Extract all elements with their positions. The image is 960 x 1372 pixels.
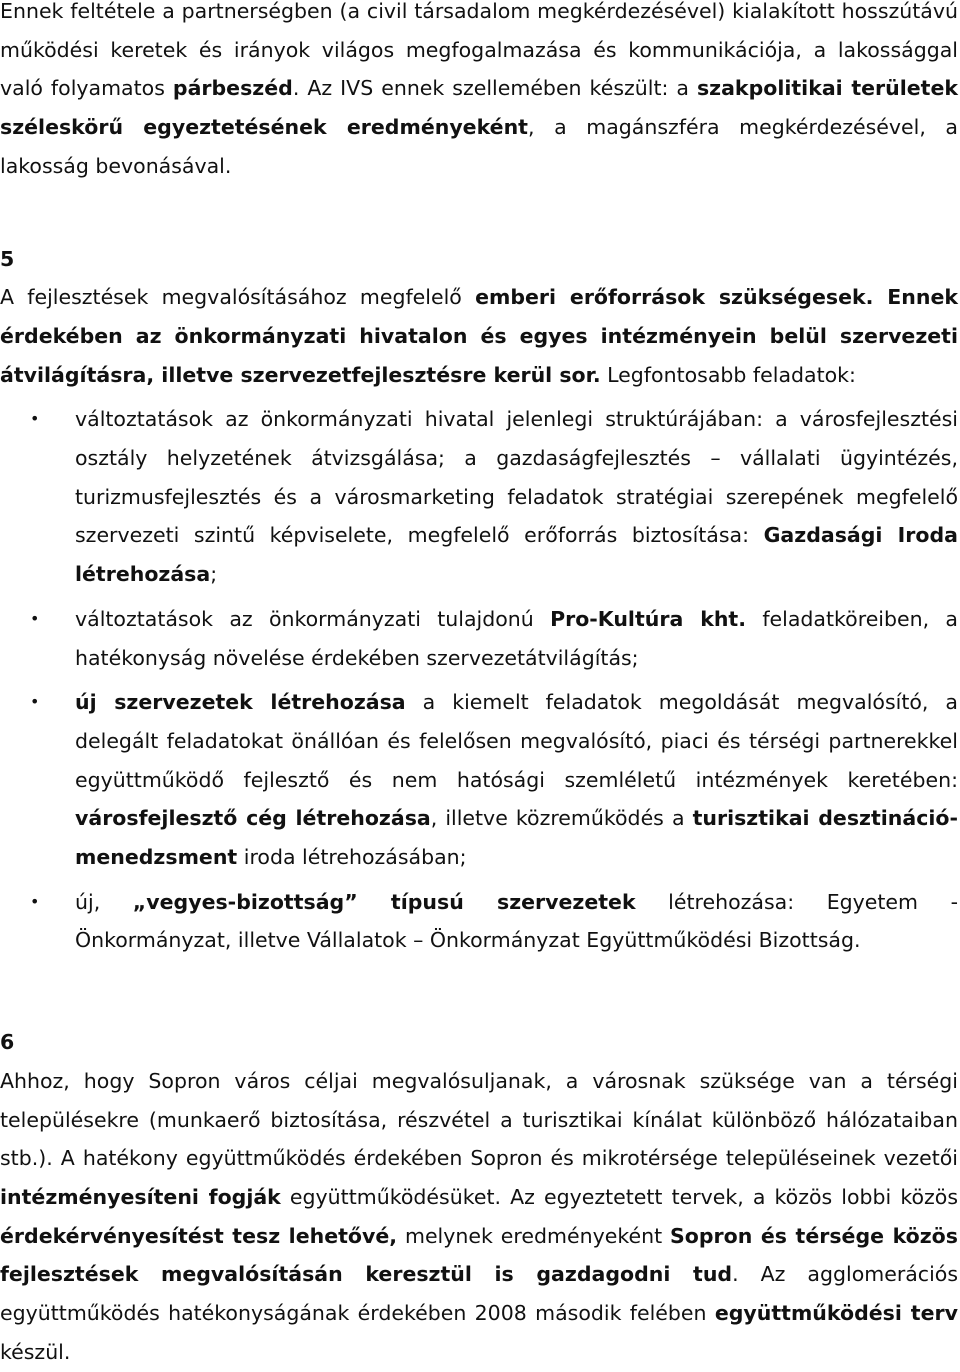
section-6-number: 6: [0, 1030, 15, 1055]
section-5-number: 5: [0, 246, 15, 271]
text-run: új,: [75, 889, 133, 914]
bullet-icon: •: [30, 891, 40, 911]
list-item: [0, 883, 958, 960]
list-item: [0, 683, 958, 877]
bold-text-run: Gazdasági Iroda létrehozása: [75, 523, 958, 587]
intro-paragraph: [0, 0, 958, 186]
bold-text-run: párbeszéd: [172, 76, 293, 101]
bold-text-run: Sopron és térsége közös fejlesztések megvalósításán keresztül is gazdagodni tud: [0, 1223, 958, 1287]
text-run: Ennek feltétele a partnerségben (a civil társadalom megkérdezésével) kialakított hosszútávú működési keretek és irányok világos megfogalmazása és kommunikációja, a lakossággal való folyamatos: [0, 0, 958, 101]
text-run: . Az agglomerációs együttműködés hatékonyságának érdekében 2008 második felében: [0, 1262, 958, 1326]
text-run: ;: [210, 562, 218, 587]
bold-text-run: érdekérvényesítést tesz lehetővé,: [0, 1223, 398, 1248]
bold-text-run: turisztikai desztináció-menedzsment: [75, 806, 958, 870]
bullet-icon: •: [30, 409, 40, 429]
text-run: A fejlesztések megvalósításához megfelelő: [0, 285, 476, 310]
text-run: , illetve közreműködés a: [430, 806, 693, 831]
text-run: együttműködésüket. Az egyeztetett tervek, a közös lobbi közös: [280, 1184, 958, 1209]
bullet-icon: •: [30, 692, 40, 712]
bold-text-run: intézményesíteni fogják: [0, 1184, 281, 1209]
text-run: , a magánszféra megkérdezésével, a lakosság bevonásával.: [0, 115, 958, 178]
bold-text-run: „vegyes-bizottság” típusú szervezetek: [132, 889, 636, 914]
list-item: [0, 400, 958, 594]
bold-text-run: új szervezetek létrehozása: [75, 690, 406, 715]
text-run: feladatköreiben, a hatékonyság növelése érdekében szervezetátvilágítás;: [75, 606, 958, 670]
bold-text-run: Pro-Kultúra kht.: [550, 606, 747, 631]
text-run: változtatások az önkormányzati tulajdonú: [75, 606, 551, 631]
list-item-text: [75, 607, 958, 670]
section-5-task-list: [0, 400, 958, 960]
text-run: a kiemelt feladatok megoldását megvalósító, a delegált feladatokat önállóan és felelősen megvalósító, piaci és térségi partnerekkel együttműködő fejlesztő és nem hatósági szemléletű intézmények keretében:: [75, 690, 958, 792]
section-6-paragraph: [0, 1062, 958, 1372]
text-run: Legfontosabb feladatok:: [600, 362, 856, 387]
bold-text-run: szakpolitikai területek széleskörű egyeztetésének eredményeként: [0, 76, 959, 140]
list-item-text: [75, 407, 958, 586]
text-run: készül.: [0, 1339, 71, 1364]
bullet-icon: •: [30, 608, 40, 628]
text-run: Ahhoz, hogy Sopron város céljai megvalósuljanak, a városnak szüksége van a térségi településekre (munkaerő biztosítása, részvétel a turisztikai kínálat különböző hálózataiban stb.). A hatékony együttműködés érdekében Sopron és mikrotérsége településeinek vezetői: [0, 1068, 958, 1171]
text-run: . Az IVS ennek szellemében készült: a: [292, 76, 697, 101]
text-run: iroda létrehozásában;: [237, 845, 467, 870]
text-run: változtatások az önkormányzati hivatal jelenlegi struktúrájában: a városfejlesztési osztály helyzetének átvizsgálása; a gazdaságfejlesztés – vállalati ügyintézés, turizmusfejlesztés és a városmarketing feladatok stratégiai szerepének megfelelő szervezeti szintű képviselete, megfelelő erőforrás biztosítása:: [75, 407, 958, 548]
list-item-text: [75, 690, 958, 869]
list-item-text: [75, 890, 958, 953]
list-item: [0, 600, 958, 677]
bold-text-run: emberi erőforrások szükségesek. Ennek érdekében az önkormányzati hivatalon és egyes intézményein belül szervezeti átvilágításra, illetve szervezetfejlesztésre kerül sor.: [0, 285, 959, 387]
bold-text-run: városfejlesztő cég létrehozása: [75, 806, 431, 831]
bold-text-run: együttműködési terv: [714, 1301, 958, 1326]
text-run: létrehozása: Egyetem - Önkormányzat, illetve Vállalatok – Önkormányzat Együttműködési Bizottság.: [75, 889, 958, 953]
text-run: melynek eredményeként: [397, 1223, 671, 1248]
section-5-paragraph: [0, 278, 958, 394]
